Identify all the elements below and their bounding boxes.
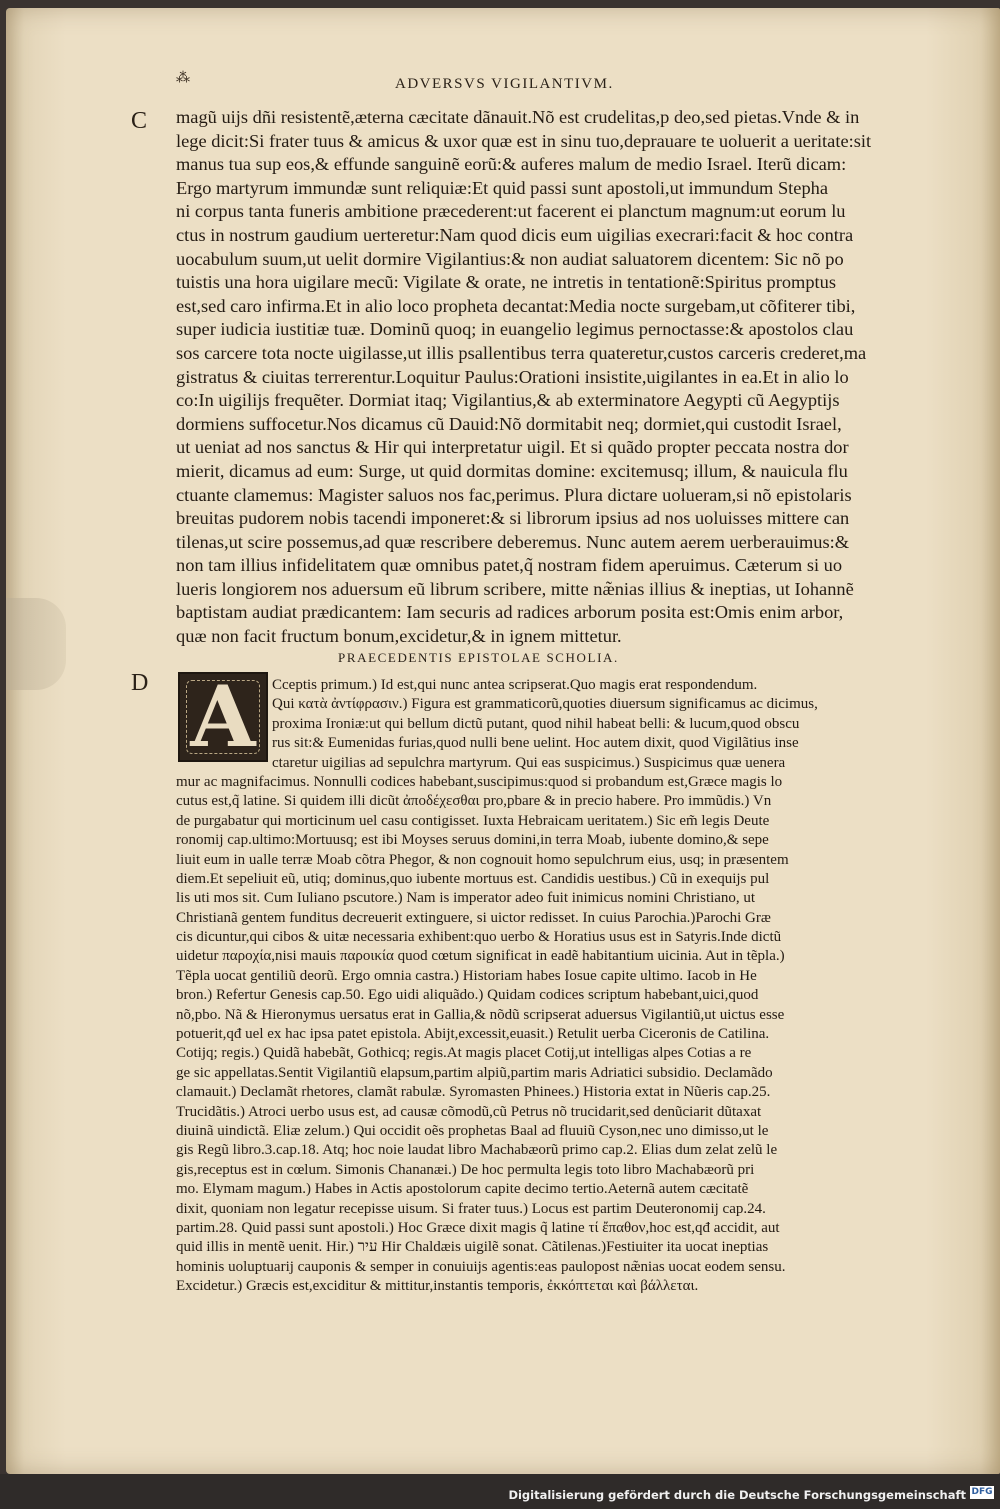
scholia-line: partim.28. Quid passi sunt apostoli.) Hoc Græce dixit magis q̃ latine τί ἔπαθον,hoc est,qđ accidit, aut [176,1219,780,1236]
text-line: breuitas pudorem nobis tacendi imponeret:& si librorum ipsius ad nos uoluisses mittere can [176,508,850,529]
text-line: lueris longiorem nos aduersum eũ librum scribere, mitte næ̃nias illius & ineptias, ut Iohannẽ [176,578,854,599]
section-title: PRAECEDENTIS EPISTOLAE SCHOLIA. [338,650,619,665]
scholia-line: diuinã uindictã. Eliæ zelum.) Qui occidit oẽs prophetas Baal ad fluuiũ Cyson,nec uno dimisso,ut le [176,1122,769,1139]
scholia-line: dixit, quoniam non legatur recepisse uisum. Si frater tuus.) Locus est partim Deuteronomij cap.24. [176,1200,766,1217]
scholia-line: gis Regũ libro.3.cap.18. Atq; hoc noie laudat libro Machabæorũ primo cap.2. Elias dum zelat zelũ le [176,1142,778,1159]
scholia-line: liuit eum in ualle terræ Moab cõtra Phegor, & non cognouit homo sepulchrum eius, usq; in præsentem [176,851,789,868]
text-line: ut ueniat ad nos sanctus & Hir qui interpretatur uigil. Et si quãdo propter peccata nostra dor [176,437,849,458]
scholia-line: ge sic appellatas.Sentit Vigilantiũ elapsum,partim alpiũ,partim maris Adriatici subsidio. Declamãdo [176,1064,773,1081]
scholia-line: gis,receptus est in cœlum. Simonis Chananæi.) De hoc permulta legis toto libro Machabæorũ pri [176,1161,755,1178]
scholia-line: de purgabatur qui morticinum uel casu contigisset. Iuxta Hebraicam ueritatem.) Sic em̃ legis Deute [176,812,770,829]
text-line: tuistis una hora uigilare mecũ: Vigilate & orate, ne intretis in tentationẽ:Spiritus promptus [176,272,836,293]
text-line: Ergo martyrum immundæ sunt reliquiæ:Et quid passi sunt apostoli,ut immundum Stepha [176,177,828,198]
scholia-line: mo. Elymam magum.) Habes in Actis apostolorum capite decimo tertio.Aeternã autem cæcitatẽ [176,1181,749,1198]
text-line: ctus in nostrum gaudium uerteretur:Nam quod dicis eum uigilias execrari:facit & hoc contra [176,224,854,245]
scholia-line: mur ac magnifacimus. Nonnulli codices habebant,suscipimus:quod si probandum est,Græce magis lo [176,773,783,790]
text-line: magũ uijs dñi resistentẽ,æterna cæcitate dãnauit.Nõ est crudelitas,p deo,sed pietas.Vnde & in [176,107,860,127]
scholia-line: Tẽpla uocat gentiliũ deorũ. Ergo omnia castra.) Historiam habes Iosue capite ultimo. Iacob in He [176,967,757,984]
text-line: lege dicit:Si frater tuus & amicus & uxor quæ est in sinu tuo,deprauare te uoluerit a ueritate:sit [176,130,872,151]
scholia-line: Qui κατὰ ἀντίφρασιν.) Figura est grammaticorũ,quoties diuersum significamus ac dicimus, [272,696,818,713]
scholia-line: ronomij cap.ultimo:Mortuusq; est ibi Moyses seruus domini,in terra Moab, iubente domino,& sepe [176,832,769,849]
text-line: quæ non facit fructum bonum,excidetur,& in ignem mittetur. [176,626,622,647]
scholia-line: clamauit.) Declamãt rhetores, clamãt rabulæ. Syromasten Phinees.) Historia extat in Nũeris cap.25. [176,1084,771,1101]
scholia-line: Excidetur.) Græcis est,exciditur & mittitur,instantis temporis, ἐκκόπτεται καὶ βάλλεται. [176,1278,699,1295]
text-line: gistratus & ciuitas terrerentur.Loquitur Paulus:Orationi insistite,uigilantes in ea.Et in alio lo [176,366,849,387]
scholia-line: quid illis in mentẽ uenit. Hir.) עיר Hir Chaldæis uigilẽ sonat. Cãtilenas.)Festiuiter ita uocat ineptias [176,1239,769,1256]
scholia-line: ctaretur uigilias ad sepulchra martyrum. Qui eas suspicimus.) Suspicimus quæ uenera [272,754,786,771]
scholia-line: Cceptis primum.) Id est,qui nunc antea scripserat.Quo magis erat respondendum. [272,677,758,693]
text-line: dormiens suffocetur.Nos dicamus cũ Dauid:Nõ dormitabit neq; dormiet,qui custodit Israel, [176,413,842,434]
text-line: manus tua sup eos,& effunde sanguinẽ eorũ:& auferes malum de medio Israel. Iterũ dicam: [176,154,847,175]
scholia-line: rus sit:& Eumenidas furias,quod nulli bene uelint. Hoc autem dixit, quod Vigilãtius inse [272,735,799,752]
scholia-text [176,667,910,1297]
scholia-line: Christianã gentem funditus decreuerit extinguere, si uictor redisset. In cuius Parochia.)Parochi Græ [176,909,771,926]
scholia-line: nõ,pbo. Nã & Hieronymus uersatus erat in Gallia,& nõdũ scripserat aduersus Vigilantiũ,ut uictus esse [176,1006,785,1023]
scholia-line: bron.) Refertur Genesis cap.50. Ego uidi aliquãdo.) Quidam codices scriptum habebant,uici,quod [176,987,759,1004]
scholia-line: proxima Ironiæ:ut qui bellum dictũ putant, quod nihil habeat belli: & lucum,quod obscu [272,715,800,732]
text-line: sos carcere tota nocte uigilasse,ut illis psallentibus terra quateretur,custos carceris crederet,ma [176,342,867,363]
text-line: uocabulum suum,ut uelit dormire Vigilantius:& non audiat saluatorem dicentem: Sic nõ po [176,248,844,269]
scholia-line: Trucidãtis.) Atroci uerbo usus est, ad causæ cõmodũ,cũ Petrus nõ trucidarit,sed denũciarit dũtaxat [176,1103,762,1120]
text-line: baptistam audiat prædicantem: Iam securis ad radices arborum posita est:Omis enim arbor, [176,602,844,623]
margin-letter-d: D [131,670,149,696]
scholia-line: lis uti mos sit. Cum Iuliano pscutore.) Nam is imperator adeo fuit inimicus nomini Christiano, ut [176,890,756,907]
scholia-line: cis dicuntur,qui cibos & uitæ necessaria exhibent:quo uerbo & Horatius usus est in Satyris.Inde dictũ [176,929,782,946]
margin-letter-c: C [131,108,148,134]
scholia-line: Cotijq; regis.) Quidã habebãt, Gothicq; regis.At magis placet Cotij,ut intelligas alpes Cotias a re [176,1045,752,1062]
scholia-line: diem.Et sepeliuit eũ, utiq; dominus,quo iubente mortuus est. Candidis uestibus.) Cũ in exequijs pul [176,870,770,887]
head-ornament: ⁂ [176,71,190,86]
text-line: ctuante clamemus: Magister saluos nos fac,perimus. Plura dictare uolueram,si nõ epistolaris [176,484,852,505]
page-clip-shadow [6,598,66,690]
funding-credit: Digitalisierung gefördert durch die Deutsche Forschungsgemeinschaft [508,1488,966,1502]
main-body-text [176,106,910,649]
scholia-line: hominis uoluptuarij cauponis & semper in conuiuijs agentis:eas paulopost næ̃nias uocat eodem sensu. [176,1258,786,1275]
scholia-line: uidetur παροχία,nisi mauis παροικία quod cœtum significat in eadẽ habitantium uicinia. Aut in tẽpla.) [176,948,785,965]
text-line: co:In uigilijs frequẽter. Dormiat itaq; Vigilantius,& ab exterminatore Aegypti cũ Aegyptijs [176,390,840,411]
text-line: non tam illius infidelitatem quæ omnibus patet,q̃ nostram fidem aperuimus. Cæterum si uo [176,555,843,576]
scholia-line: potuerit,qđ uel ex hac ipsa patet epistola. Abijt,excessit,euasit.) Retulit uerba Ciceronis de Catilina. [176,1026,770,1043]
text-line: est,sed caro infirma.Et in alio loco propheta decantat:Media nocte surgebam,ut cõfiterer tibi, [176,295,856,316]
text-line: tilenas,ut scire possemus,ad quæ rescribere deberemus. Nunc autem aerem uerberauimus:& [176,531,850,552]
text-line: super iudicia iustitiæ tuæ. Dominũ quoq; in euangelio legimus pernoctasse:& apostolos clau [176,319,854,340]
dfg-logo-icon: DFG [971,1487,993,1497]
text-line: ni corpus tanta funeris ambitione præcederent:ut facerent ei planctum magnum:ut eorum lu [176,201,846,222]
footer-bar [0,1474,1000,1509]
scholia-line: cutus est,q̃ latine. Si quidem illi dicũt ἀποδέχεσθαι pro,pbare & in precio habere. Pro immũdis.) Vn [176,793,772,810]
running-head: ADVERSVS VIGILANTIVM. [395,76,614,92]
text-line: mierit, dicamus ad eum: Surge, ut quid dormitas domine: excitemusq; illum, & nauicula flu [176,460,848,481]
initial-letter: A [190,667,256,766]
